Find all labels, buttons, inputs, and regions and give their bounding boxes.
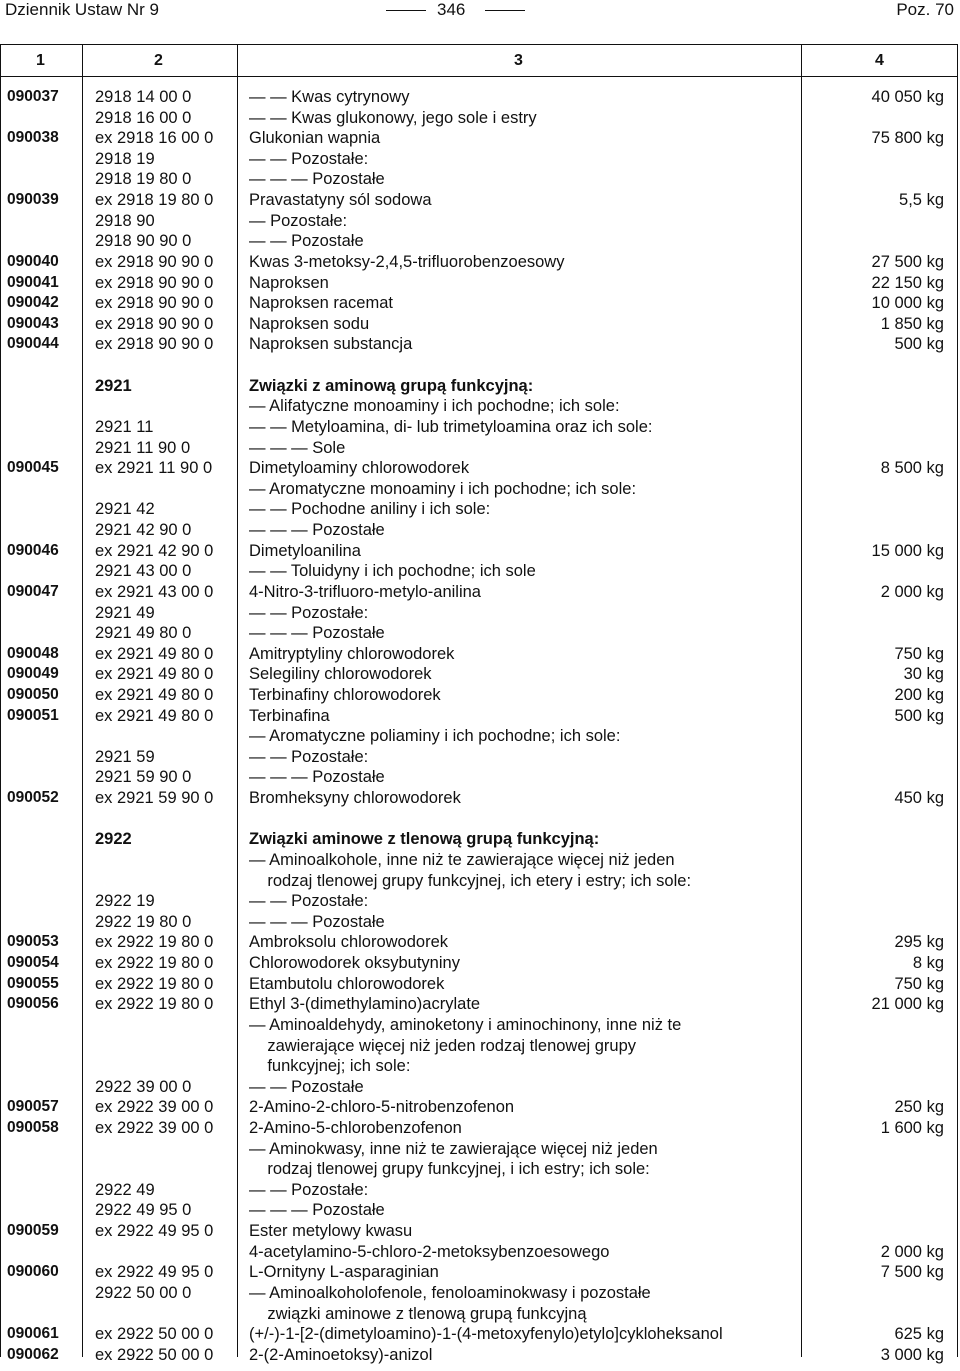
cn-code: 2921 49 (95, 603, 155, 622)
table-row (0, 479, 958, 500)
cn-code: ex 2921 42 90 0 (95, 541, 214, 560)
description: — — Pozostałe: (249, 747, 369, 766)
table-row (0, 252, 958, 273)
cn-code: ex 2918 90 90 0 (95, 314, 214, 333)
description: Pravastatyny sól sodowa (249, 191, 432, 210)
row-number: 090059 (7, 1222, 59, 1240)
page-header (0, 0, 960, 24)
table-row (0, 994, 958, 1015)
description: — — Pochodne aniliny i ich sole: (249, 500, 491, 519)
description: Glukonian wapnia (249, 129, 381, 148)
description: rodzaj tlenowej grupy funkcyjnej, ich etery i estry; ich sole: (249, 871, 692, 890)
quantity: 250 kg (894, 1098, 944, 1117)
table-row (0, 1345, 958, 1366)
column-header-4: 4 (875, 52, 884, 69)
table-row (0, 417, 958, 438)
description: — — Toluidyny i ich pochodne; ich sole (249, 562, 536, 581)
description: Naproksen sodu (249, 314, 370, 333)
row-number: 090048 (7, 644, 59, 662)
cn-code: ex 2918 16 00 0 (95, 129, 214, 148)
cn-code: ex 2922 50 00 0 (95, 1345, 214, 1364)
row-number: 090061 (7, 1325, 59, 1343)
description: — — Pozostałe: (249, 892, 369, 911)
table-row (0, 334, 958, 355)
description: Ester metylowy kwasu (249, 1222, 413, 1241)
description: — — Pozostałe (249, 1077, 364, 1096)
quantity: 27 500 kg (871, 252, 944, 271)
cn-code: ex 2918 19 80 0 (95, 191, 214, 210)
cn-code: ex 2918 90 90 0 (95, 273, 214, 292)
cn-code: ex 2922 49 95 0 (95, 1263, 214, 1282)
table-row (0, 1056, 958, 1077)
description: — Aminoalkoholofenole, fenoloaminokwasy i pozostałe (249, 1283, 651, 1302)
row-number: 090050 (7, 685, 59, 703)
column-header-2: 2 (154, 52, 163, 69)
cn-code: 2918 16 00 0 (95, 108, 192, 127)
table-row (0, 953, 958, 974)
description: (+/-)-1-[2-(dimetyloamino)-1-(4-metoxyfenylo)etylo]cykloheksanol (249, 1325, 723, 1344)
description: 2-Amino-2-chloro-5-nitrobenzofenon (249, 1098, 515, 1117)
row-number: 090041 (7, 273, 59, 291)
quantity: 2 000 kg (880, 1242, 944, 1261)
journal-title: Dziennik Ustaw Nr 9 (5, 0, 159, 19)
table-row (0, 582, 958, 603)
description: 4-Nitro-3-trifluoro-metylo-anilina (249, 582, 481, 601)
description: — — Pozostałe (249, 232, 364, 251)
quantity: 7 500 kg (880, 1263, 944, 1282)
description: — Aromatyczne poliaminy i ich pochodne; ich sole: (249, 727, 621, 746)
cn-code: 2921 (95, 376, 132, 395)
quantity: 10 000 kg (871, 294, 944, 313)
description: rodzaj tlenowej grupy funkcyjnej, i ich estry; ich sole: (249, 1160, 650, 1179)
row-number: 090057 (7, 1098, 59, 1116)
header-dash-right (485, 10, 525, 11)
table-row (0, 1242, 958, 1263)
description: L-Ornityny L-asparaginian (249, 1263, 439, 1282)
table-row (0, 1036, 958, 1057)
row-number: 090055 (7, 974, 59, 992)
description: Selegiliny chlorowodorek (249, 665, 432, 684)
cn-code: 2922 19 (95, 892, 155, 911)
row-number: 090045 (7, 459, 59, 477)
description: — — — Pozostałe (249, 1201, 385, 1220)
description: — Alifatyczne monoaminy i ich pochodne; ich sole: (249, 397, 620, 416)
description: — — — Sole (249, 438, 346, 457)
table-row (0, 1139, 958, 1160)
cn-code: ex 2918 90 90 0 (95, 252, 214, 271)
table-row (0, 809, 958, 830)
cn-code: 2922 39 00 0 (95, 1077, 192, 1096)
description: Amitryptyliny chlorowodorek (249, 644, 455, 663)
description: — Aminoaldehydy, aminoketony i aminochinony, inne niż te (249, 1015, 682, 1034)
table-row (0, 1283, 958, 1304)
cn-code: ex 2921 49 80 0 (95, 685, 214, 704)
table-row (0, 1159, 958, 1180)
quantity: 200 kg (894, 685, 944, 704)
table-row (0, 747, 958, 768)
table-row (0, 561, 958, 582)
table-row (0, 128, 958, 149)
table-row (0, 108, 958, 129)
cn-code: ex 2922 19 80 0 (95, 933, 214, 952)
table-row (0, 603, 958, 624)
column-header-separator (0, 76, 958, 77)
table-row (0, 499, 958, 520)
description: — — Metyloamina, di- lub trimetyloamina oraz ich sole: (249, 417, 653, 436)
table-row (0, 314, 958, 335)
description: Terbinafiny chlorowodorek (249, 685, 441, 704)
table-row (0, 1304, 958, 1325)
cn-code: ex 2922 19 80 0 (95, 995, 214, 1014)
cn-code: 2918 19 80 0 (95, 170, 192, 189)
table-row (0, 396, 958, 417)
table-row (0, 231, 958, 252)
cn-code: 2921 59 90 0 (95, 768, 192, 787)
description: Dimetyloaminy chlorowodorek (249, 459, 470, 478)
row-number: 090047 (7, 582, 59, 600)
column-header-1: 1 (36, 52, 45, 69)
table-row (0, 149, 958, 170)
description: funkcyjnej; ich sole: (249, 1057, 411, 1076)
row-number: 090056 (7, 995, 59, 1013)
description: Bromheksyny chlorowodorek (249, 789, 461, 808)
table-row (0, 1015, 958, 1036)
row-number: 090062 (7, 1345, 59, 1363)
row-number: 090053 (7, 933, 59, 951)
table-row (0, 87, 958, 108)
cn-code: 2918 14 00 0 (95, 88, 192, 106)
table-row (0, 726, 958, 747)
table-row (0, 355, 958, 376)
description: Naproksen (249, 273, 329, 292)
description: zawierające więcej niż jeden rodzaj tlenowej grupy (249, 1036, 637, 1055)
table-row (0, 458, 958, 479)
table-row (0, 623, 958, 644)
description: Etambutolu chlorowodorek (249, 974, 445, 993)
cn-code: ex 2921 49 80 0 (95, 665, 214, 684)
description: — — Kwas cytrynowy (249, 88, 410, 106)
row-number: 090054 (7, 954, 59, 972)
description: — — — Pozostałe (249, 521, 385, 540)
description: — — — Pozostałe (249, 624, 385, 643)
cn-code: 2922 (95, 830, 132, 849)
row-number: 090060 (7, 1263, 59, 1281)
table-row (0, 293, 958, 314)
table-row (0, 1221, 958, 1242)
table-row (0, 706, 958, 727)
description: Związki z aminową grupą funkcyjną: (249, 376, 534, 395)
table-row (0, 1324, 958, 1345)
quantity: 450 kg (894, 789, 944, 808)
row-number: 090037 (7, 88, 59, 105)
description: Ethyl 3-(dimethylamino)acrylate (249, 995, 481, 1014)
quantity: 2 000 kg (880, 582, 944, 601)
table-row (0, 190, 958, 211)
cn-code: 2922 19 80 0 (95, 912, 192, 931)
description: 4-acetylamino-5-chloro-2-metoksybenzoesowego (249, 1242, 610, 1261)
quantity: 750 kg (894, 974, 944, 993)
description: Dimetyloanilina (249, 541, 361, 560)
quantity: 21 000 kg (871, 995, 944, 1014)
quantity: 8 500 kg (880, 459, 944, 478)
table-row (0, 767, 958, 788)
quantity: 15 000 kg (871, 541, 944, 560)
row-number: 090042 (7, 294, 59, 312)
description: Chlorowodorek oksybutyniny (249, 954, 460, 973)
row-number: 090051 (7, 706, 59, 724)
cn-code: ex 2921 11 90 0 (95, 459, 213, 478)
quantity: 30 kg (903, 665, 944, 684)
quantity: 500 kg (894, 335, 944, 354)
table-row (0, 1180, 958, 1201)
row-number: 090039 (7, 191, 59, 209)
cn-code: ex 2921 49 80 0 (95, 706, 214, 725)
description: 2-(2-Aminoetoksy)-anizol (249, 1345, 433, 1364)
description: — — — Pozostałe (249, 170, 385, 189)
description: Naproksen racemat (249, 294, 393, 313)
row-number: 090043 (7, 314, 59, 332)
quantity: 3 000 kg (880, 1345, 944, 1364)
cn-code: ex 2922 49 95 0 (95, 1222, 214, 1241)
quantity: 75 800 kg (871, 129, 944, 148)
description: — — — Pozostałe (249, 768, 385, 787)
quantity: 1 600 kg (880, 1119, 944, 1137)
table-row (0, 541, 958, 562)
cn-code: 2921 42 90 0 (95, 521, 192, 540)
row-number: 090049 (7, 665, 59, 683)
description: Kwas 3-metoksy-2,4,5-trifluorobenzoesowy (249, 252, 565, 271)
cn-code: ex 2922 19 80 0 (95, 954, 214, 973)
quantity: 750 kg (894, 644, 944, 663)
row-number: 090046 (7, 541, 59, 559)
cn-code: ex 2918 90 90 0 (95, 335, 214, 354)
table-row (0, 871, 958, 892)
page-number: 346 (437, 0, 466, 19)
column-header-3: 3 (514, 52, 523, 69)
table-row (0, 644, 958, 665)
description: 2-Amino-5-chlorobenzofenon (249, 1119, 462, 1137)
cn-code: ex 2918 90 90 0 (95, 294, 214, 313)
quantity: 8 kg (912, 954, 944, 973)
cn-code: 2922 49 (95, 1180, 155, 1199)
table-row (0, 891, 958, 912)
description: — Aminoalkohole, inne niż te zawierające więcej niż jeden (249, 850, 675, 869)
table-row (0, 1097, 958, 1118)
table-row (0, 664, 958, 685)
quantity: 5,5 kg (899, 191, 944, 210)
table-row (0, 273, 958, 294)
table-row (0, 169, 958, 190)
quantity: 1 850 kg (880, 314, 944, 333)
table-row (0, 788, 958, 809)
cn-code: 2918 19 (95, 149, 155, 168)
cn-code: ex 2922 50 00 0 (95, 1325, 214, 1344)
cn-code: 2921 49 80 0 (95, 624, 192, 643)
row-number: 090040 (7, 252, 59, 270)
position-ref: Poz. 70 (896, 0, 954, 19)
description: — — Pozostałe: (249, 1180, 369, 1199)
table-row (0, 1200, 958, 1221)
cn-code: 2921 11 90 0 (95, 438, 191, 457)
quantity: 40 050 kg (871, 88, 944, 106)
description: Terbinafina (249, 706, 330, 725)
quantity: 295 kg (894, 933, 944, 952)
cn-code: 2921 43 00 0 (95, 562, 192, 581)
quantity: 625 kg (894, 1325, 944, 1344)
table-row (0, 912, 958, 933)
table-row (0, 932, 958, 953)
table-row (0, 1077, 958, 1098)
cn-code: 2921 42 (95, 500, 155, 519)
table-row (0, 376, 958, 397)
row-number: 090052 (7, 789, 59, 807)
description: — — Pozostałe: (249, 149, 369, 168)
cn-code: 2918 90 (95, 211, 155, 230)
description: Ambroksolu chlorowodorek (249, 933, 449, 952)
description: — — Kwas glukonowy, jego sole i estry (249, 108, 537, 127)
description: — — — Pozostałe (249, 912, 385, 931)
cn-code: 2918 90 90 0 (95, 232, 192, 251)
cn-code: ex 2922 39 00 0 (95, 1119, 214, 1137)
description: Naproksen substancja (249, 335, 413, 354)
cn-code: ex 2922 19 80 0 (95, 974, 214, 993)
description: — Pozostałe: (249, 211, 348, 230)
cn-code: ex 2921 59 90 0 (95, 789, 214, 808)
row-number: 090038 (7, 129, 59, 147)
description: — Aromatyczne monoaminy i ich pochodne; ich sole: (249, 479, 637, 498)
table-row (0, 829, 958, 850)
cn-code: ex 2921 43 00 0 (95, 582, 214, 601)
row-number: 090044 (7, 335, 59, 353)
quantity: 22 150 kg (871, 273, 944, 292)
row-number: 090058 (7, 1119, 59, 1136)
cn-code: ex 2922 39 00 0 (95, 1098, 214, 1117)
cn-code: 2922 50 00 0 (95, 1283, 192, 1302)
description: związki aminowe z tlenową grupą funkcyjną (249, 1304, 587, 1323)
header-dash-left (386, 10, 426, 11)
table-row (0, 1262, 958, 1283)
table-row (0, 850, 958, 871)
description: — Aminokwasy, inne niż te zawierające więcej niż jeden (249, 1139, 658, 1158)
table-row (0, 438, 958, 459)
description: Związki aminowe z tlenową grupą funkcyjną: (249, 830, 600, 849)
table-row (0, 974, 958, 995)
table-row (0, 1118, 958, 1139)
table-row (0, 211, 958, 232)
cn-code: 2921 59 (95, 747, 155, 766)
description: — — Pozostałe: (249, 603, 369, 622)
cn-code: 2921 11 (95, 417, 154, 436)
table-row (0, 520, 958, 541)
cn-code: 2922 49 95 0 (95, 1201, 192, 1220)
cn-code: ex 2921 49 80 0 (95, 644, 214, 663)
table-row (0, 685, 958, 706)
quantity: 500 kg (894, 706, 944, 725)
